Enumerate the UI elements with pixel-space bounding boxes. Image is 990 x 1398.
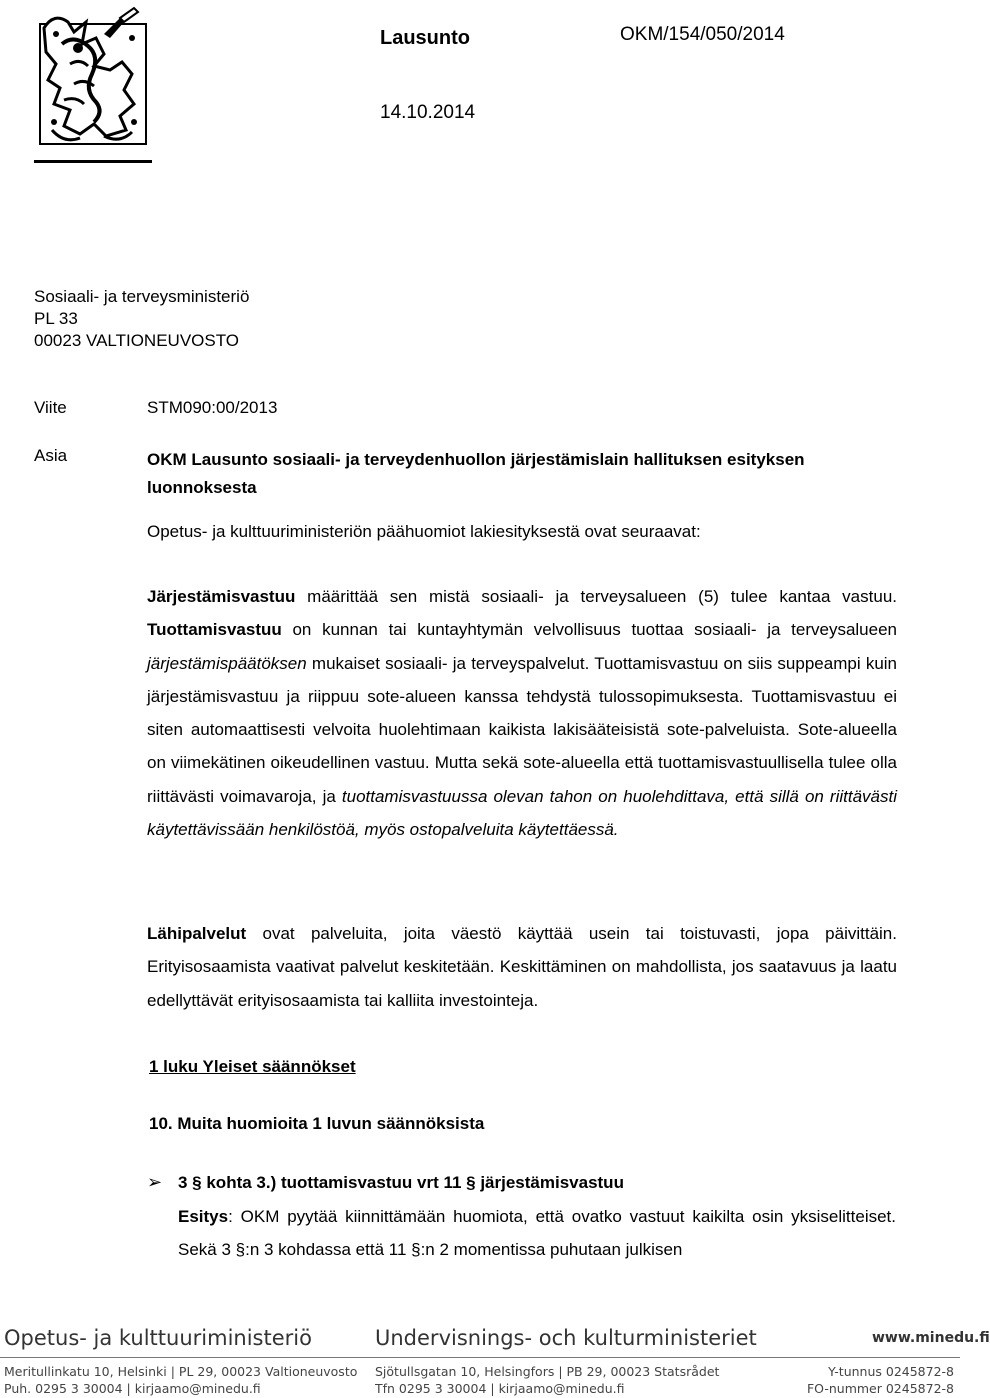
- recipient-po-box: PL 33: [34, 309, 78, 328]
- bullet-heading: 3 § kohta 3.) tuottamisvastuu vrt 11 § järjestämisvastuu: [178, 1173, 624, 1192]
- footer-fi-address: Meritullinkatu 10, Helsinki | PL 29, 00023 Valtioneuvosto: [4, 1364, 358, 1379]
- reference-number: OKM/154/050/2014: [620, 24, 785, 45]
- footer-website: www.minedu.fi: [872, 1330, 990, 1346]
- footer-sv-contact: Tfn 0295 3 30004 | kirjaamo@minedu.fi: [375, 1381, 625, 1396]
- bold-term: Tuottamisvastuu: [147, 620, 282, 640]
- paragraph-local-services: [147, 917, 897, 1017]
- italic-text: järjestämispäätöksen: [147, 653, 307, 673]
- text-run: ovat palveluita, joita väestö käyttää usein tai toistuvasti, jopa päivittäin. Erityisosaamista vaativat palvelut keskitetään. Keskittäminen on mahdollista, jos saatavuus ja laatu edellyttävät erityisosaamista tai kalliita investointeja.: [147, 924, 897, 1010]
- text-run: on kunnan tai kuntayhtymän velvollisuus tuottaa sosiaali- ja terveysalueen: [281, 620, 897, 640]
- section-heading-10: 10. Muita huomioita 1 luvun säännöksista: [149, 1114, 485, 1133]
- recipient-name: Sosiaali- ja terveysministeriö: [34, 287, 250, 306]
- bullet-paragraph: [178, 1200, 896, 1267]
- footer-ministry-fi: Opetus- ja kulttuuriministeriö: [4, 1326, 312, 1350]
- document-date: 14.10.2014: [380, 102, 476, 123]
- bold-term: Lähipalvelut: [147, 924, 247, 943]
- document-type: Lausunto: [380, 27, 470, 49]
- section-heading-chapter-1: 1 luku Yleiset säännökset: [149, 1057, 356, 1076]
- text-run: määrittää sen mistä sosiaali- ja terveysalueen (5) tulee kantaa vastuu.: [295, 587, 897, 606]
- text-run: : OKM pyytää kiinnittämään huomiota, että ovatko vastuut kaikilta osin yksiselitteiset. Sekä 3 §:n 3 kohdassa että 11 §:n 2 momentissa puhutaan julkisen: [178, 1207, 896, 1260]
- bold-term: Esitys: [178, 1207, 229, 1226]
- footer-fi-contact: Puh. 0295 3 30004 | kirjaamo@minedu.fi: [4, 1381, 261, 1396]
- italic-text: tuottamisvastuussa olevan tahon on huolehdittava, että sillä on riittävästi käytettävissään henkilöstöä, myös ostopalveluita käytettäessä.: [147, 786, 897, 840]
- intro-sentence: Opetus- ja kulttuuriministeriön päähuomiot lakiesityksestä ovat seuraavat:: [147, 522, 701, 541]
- footer-sv-address: Sjötullsgatan 10, Helsingfors | PB 29, 00023 Statsrådet: [375, 1364, 720, 1379]
- paragraph-responsibility: [147, 580, 897, 846]
- asia-label: Asia: [34, 446, 68, 465]
- letterhead-footer: [0, 1312, 990, 1398]
- bullet-arrow-icon: ➢: [147, 1172, 163, 1192]
- bold-term: Järjestämisvastuu: [147, 587, 296, 606]
- footer-divider: [0, 1357, 960, 1358]
- viite-label: Viite: [34, 398, 67, 417]
- viite-value: STM090:00/2013: [147, 398, 278, 417]
- text-run: mukaiset sosiaali- ja terveyspalvelut. Tuottamisvastuu on siis suppeampi kuin järjestämisvastuu ja riippuu sote-alueen kanssa tehdystä tulossopimuksesta. Tuottamisvastuu ei siten automaattisesti velvoita huolehtimaan kaikista lakisääteisistä sote-palveluista. Sote-alueella on viimekätinen oikeudellinen vastuu. Mutta sekä sote-alueella että tuottamisvastuullisella tulee olla riittävästi voimavaroja, ja: [147, 653, 897, 806]
- coat-of-arms-logo: [34, 4, 152, 170]
- asia-value: OKM Lausunto sosiaali- ja terveydenhuollon järjestämislain hallituksen esityksen luonnoksesta: [147, 450, 805, 497]
- footer-fonummer: FO-nummer 0245872-8: [806, 1381, 954, 1396]
- footer-ministry-sv: Undervisnings- och kulturministeriet: [375, 1326, 757, 1350]
- recipient-postal: 00023 VALTIONEUVOSTO: [34, 331, 240, 350]
- footer-ytunnus: Y-tunnus 0245872-8: [828, 1364, 954, 1379]
